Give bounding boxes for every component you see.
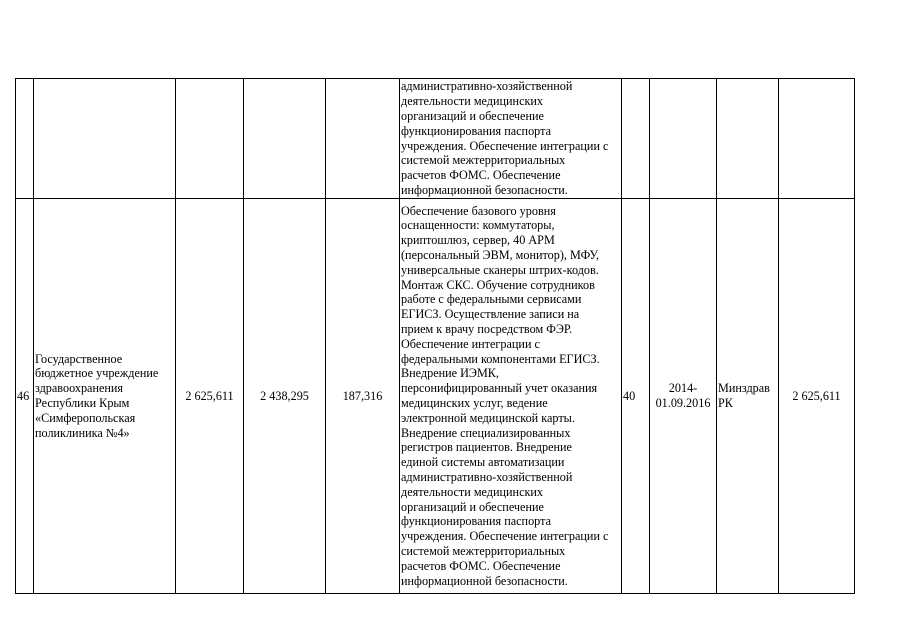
cell-workstations <box>622 79 650 199</box>
work-line: расчетов ФОМС. Обеспечение <box>401 168 561 183</box>
work-line: учреждения. Обеспечение интеграции с <box>401 138 609 153</box>
cell-organization: Государственное бюджетное учреждение здравоохранения Республики Крым «Симферопольская поликлиника №4» <box>34 199 176 594</box>
cell-responsible <box>717 199 779 594</box>
table-row-continuation <box>16 79 855 199</box>
work-line: Обеспечение базового уровня <box>401 203 556 218</box>
work-line: Внедрение специализированных <box>401 425 571 440</box>
work-line: электронной медицинской карты. <box>401 410 575 425</box>
cell-organization <box>34 79 176 199</box>
cell-workstations: 40 <box>622 199 650 594</box>
work-line: деятельности медицинских <box>401 484 544 499</box>
work-line: ЕГИСЗ. Осуществление записи на <box>401 307 580 322</box>
responsible-line: Минздрав <box>718 381 770 396</box>
work-line: системой межтерриториальных <box>401 153 566 168</box>
work-line: работе с федеральными сервисами <box>401 292 582 307</box>
work-line: криптошлюз, сервер, 40 АРМ <box>401 233 555 248</box>
period-start: 2014- <box>668 381 698 395</box>
work-line: единой системы автоматизации <box>401 455 565 470</box>
cell-period <box>650 199 717 594</box>
work-line: административно-хозяйственной <box>401 469 573 484</box>
cell-number <box>16 79 34 199</box>
cell-number: 46 <box>16 199 34 594</box>
funding-table <box>15 78 855 594</box>
period-end: 01.09.2016 <box>655 396 711 410</box>
work-line: (персональный ЭВМ, монитор), МФУ, <box>401 248 600 263</box>
work-line: административно-хозяйственной <box>401 79 573 94</box>
work-line: прием к врачу посредством ФЭР. <box>401 322 573 337</box>
table-row-46 <box>16 199 855 594</box>
cell-total <box>176 79 244 199</box>
cell-amount: 2 625,611 <box>779 199 855 594</box>
work-line: универсальные сканеры штрих-кодов. <box>401 262 599 277</box>
cell-total: 2 625,611 <box>176 199 244 594</box>
cell-period <box>650 79 717 199</box>
work-line: организаций и обеспечение <box>401 108 544 123</box>
work-line: информационной безопасности. <box>401 182 568 197</box>
work-line: организаций и обеспечение <box>401 499 544 514</box>
work-line: регистров пациентов. Внедрение <box>401 440 572 455</box>
work-line: персонифицированный учет оказания <box>401 381 598 396</box>
work-line: деятельности медицинских <box>401 94 544 109</box>
cell-regional: 187,316 <box>326 199 400 594</box>
work-line: расчетов ФОМС. Обеспечение <box>401 558 561 573</box>
work-line: оснащенности: коммутаторы, <box>401 218 555 233</box>
cell-work-description <box>400 79 622 199</box>
cell-federal: 2 438,295 <box>244 199 326 594</box>
cell-regional <box>326 79 400 199</box>
cell-federal <box>244 79 326 199</box>
work-line: медицинских услуг, ведение <box>401 396 548 410</box>
work-line: системой межтерриториальных <box>401 543 566 558</box>
work-line: Монтаж СКС. Обучение сотрудников <box>401 277 595 292</box>
work-line: информационной безопасности. <box>401 573 568 588</box>
work-line: федеральными компонентами ЕГИСЗ. <box>401 351 600 366</box>
work-line: учреждения. Обеспечение интеграции с <box>401 529 609 544</box>
cell-responsible <box>717 79 779 199</box>
responsible-line: РК <box>718 396 733 410</box>
cell-amount <box>779 79 855 199</box>
work-line: Обеспечение интеграции с <box>401 336 540 351</box>
work-line: Внедрение ИЭМК, <box>401 366 499 381</box>
cell-work-description <box>400 199 622 594</box>
work-line: функционирования паспорта <box>401 123 551 138</box>
work-line: функционирования паспорта <box>401 514 551 529</box>
